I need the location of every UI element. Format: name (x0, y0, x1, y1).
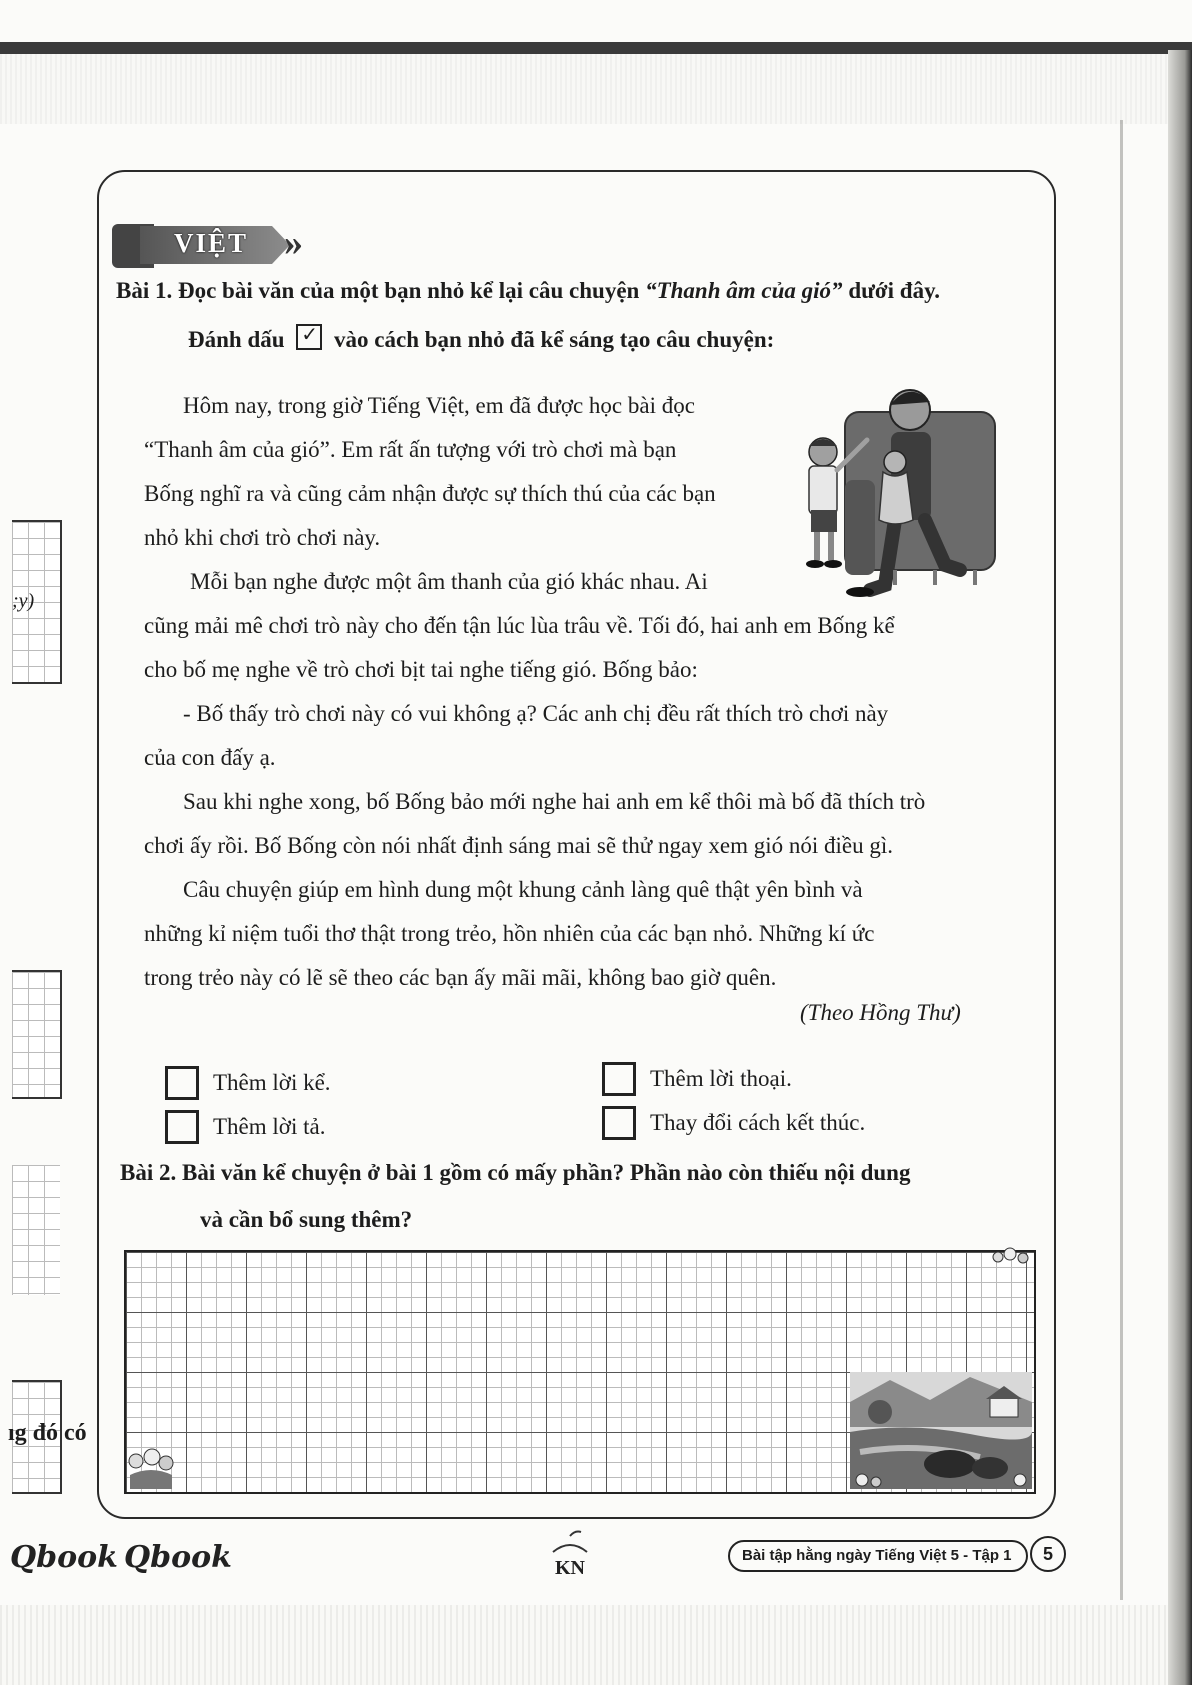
adjacent-page-strip (0, 125, 100, 1615)
task2-question: Bài văn kể chuyện ở bài 1 gồm có mấy phần? Phần nào còn thiếu nội dung (181, 1160, 911, 1185)
option-label: Thêm lời tả. (213, 1114, 326, 1139)
task1-number: Bài 1. (116, 278, 173, 303)
flowers-decoration-icon (126, 1445, 176, 1489)
section-banner (112, 218, 304, 268)
option-checkbox[interactable] (602, 1062, 636, 1096)
flowers-decoration-icon (990, 1245, 1034, 1271)
scan-noise-bottom (0, 1605, 1192, 1685)
story-line: Mỗi bạn nghe được một âm thanh của gió khác nhau. Ai (190, 569, 708, 594)
story-line: nhỏ khi chơi trò chơi này. (144, 525, 381, 550)
adjacent-label: ;y) (12, 590, 35, 612)
story-line: - Bố thấy trò chơi này có vui không ạ? Các anh chị đều rất thích trò chơi này (183, 701, 889, 726)
option-them-loi-ke[interactable] (165, 1066, 331, 1100)
task1-instruction-suffix: dưới đây. (848, 278, 941, 303)
page-edge-right (1168, 50, 1192, 1685)
banner-label: VIỆT (174, 228, 249, 258)
option-checkbox[interactable] (602, 1106, 636, 1140)
check-symbol: ✓ (301, 324, 319, 346)
qbook-logo: Qbook (10, 1540, 118, 1575)
page-number: 5 (1030, 1536, 1066, 1572)
checkmark-icon (296, 324, 322, 350)
scan-noise-top (0, 54, 1192, 124)
option-label: Thêm lời thoại. (650, 1066, 792, 1091)
story-line: “Thanh âm của gió”. Em rất ấn tượng với trò chơi mà bạn (144, 437, 677, 462)
task2-heading (120, 1160, 910, 1186)
adjacent-grid (12, 1165, 60, 1295)
task1-subheading (188, 324, 774, 353)
scan-line-right (1120, 120, 1123, 1600)
story-line: những kỉ niệm tuổi thơ thật trong trẻo, hồn nhiên của các bạn nhỏ. Những kí ức (144, 921, 875, 946)
option-them-loi-ta[interactable] (165, 1110, 325, 1144)
task2-question-line2: và cần bổ sung thêm? (200, 1207, 413, 1232)
qbook-logo: Qbook (124, 1540, 232, 1575)
option-checkbox[interactable] (165, 1110, 199, 1144)
story-line: Câu chuyện giúp em hình dung một khung cảnh làng quê thật yên bình và (183, 877, 863, 902)
story-line: trong trẻo này có lẽ sẽ theo các bạn ấy mãi mãi, không bao giờ quên. (144, 965, 777, 990)
task1-heading (116, 278, 940, 304)
task1-mark-instruction: vào cách bạn nhỏ đã kể sáng tạo câu chuyện: (334, 327, 775, 352)
option-label: Thêm lời kể. (213, 1070, 331, 1095)
task1-story-title: “Thanh âm của gió” (645, 278, 843, 303)
task2-number: Bài 2. (120, 1160, 177, 1185)
adjacent-grid (12, 970, 62, 1099)
option-thay-doi-cach-ket-thuc[interactable] (602, 1106, 865, 1140)
story-line: chơi ấy rồi. Bố Bống còn nói nhất định sáng mai sẽ thử ngay xem gió nói điều gì. (144, 833, 894, 858)
option-them-loi-thoai[interactable] (602, 1062, 792, 1096)
option-checkbox[interactable] (165, 1066, 199, 1100)
chevron-right-icon: » (284, 222, 303, 264)
story-line: cũng mải mê chơi trò này cho đến tận lúc lùa trâu về. Tối đó, hai anh em Bống kể (144, 613, 895, 638)
story-byline: (Theo Hồng Thư) (800, 1000, 961, 1025)
scan-border-top (0, 42, 1192, 54)
adjacent-page-text: ıg đó có (8, 1420, 87, 1446)
task1-instruction: Đọc bài văn của một bạn nhỏ kể lại câu chuyện (177, 278, 640, 303)
story-line: Sau khi nghe xong, bố Bống bảo mới nghe hai anh em kể thôi mà bố đã thích trò (183, 789, 926, 814)
option-label: Thay đổi cách kết thúc. (650, 1110, 866, 1135)
village-buffalo-illustration (850, 1372, 1032, 1489)
publisher-logo (545, 1528, 595, 1578)
story-line: Hôm nay, trong giờ Tiếng Việt, em đã được học bài đọc (183, 393, 695, 418)
publisher-mark: KN (555, 1557, 585, 1578)
family-illustration (795, 380, 1005, 605)
story-line: cho bố mẹ nghe về trò chơi bịt tai nghe tiếng gió. Bống bảo: (144, 657, 698, 682)
story-line: của con đấy ạ. (144, 745, 276, 770)
story-line: Bống nghĩ ra và cũng cảm nhận được sự thích thú của các bạn (144, 481, 716, 506)
task1-mark-label: Đánh dấu (188, 327, 285, 352)
book-title-badge: Bài tập hằng ngày Tiếng Việt 5 - Tập 1 (728, 1540, 1028, 1572)
